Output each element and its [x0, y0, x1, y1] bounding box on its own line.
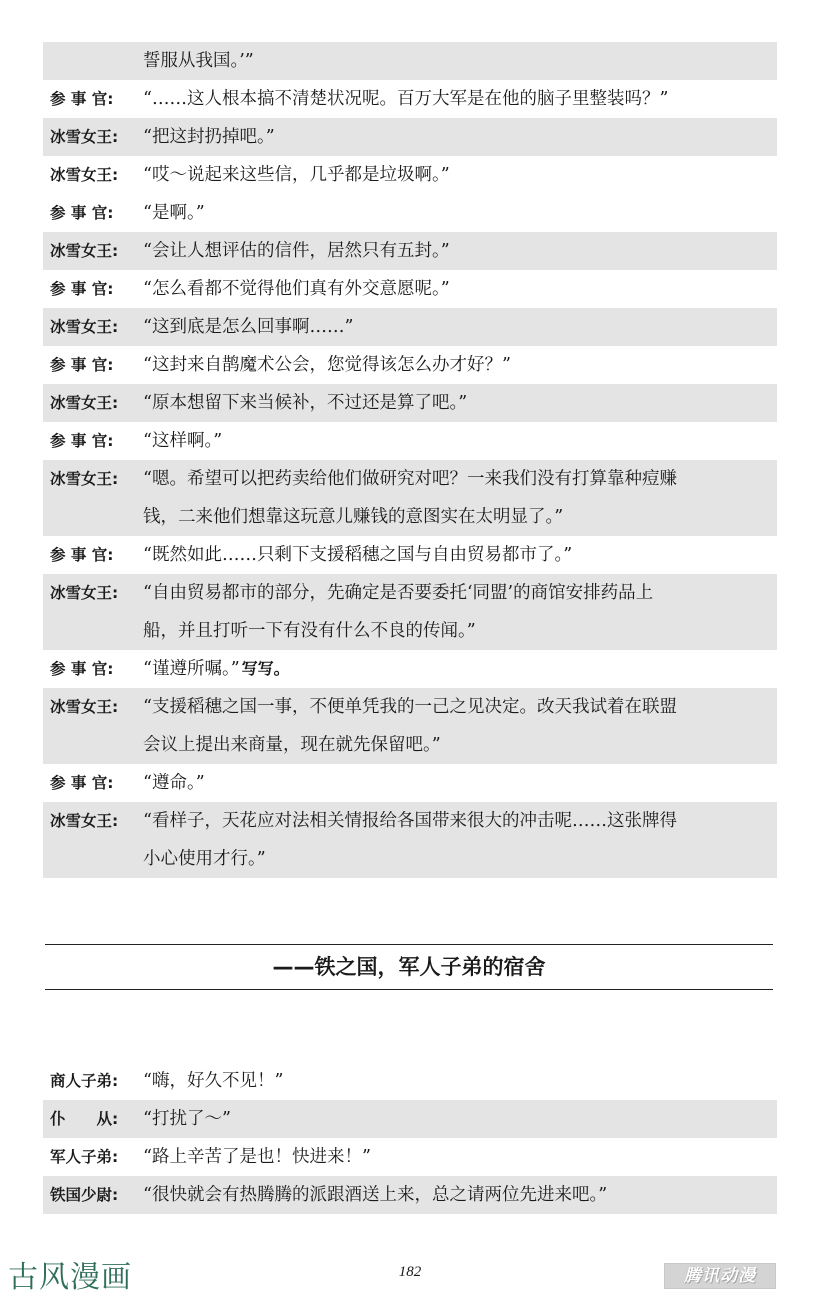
- speaker-label: 参 事 官:: [50, 660, 114, 678]
- speaker-label: 参 事 官:: [50, 546, 114, 564]
- dialogue-line: [43, 346, 777, 384]
- section-title: ——铁之国，军人子弟的宿舍: [272, 955, 546, 979]
- dialogue-text: “把这封扔掉吧。”: [143, 127, 275, 147]
- dialogue-line: [43, 802, 777, 840]
- speaker-label: 仆 从:: [50, 1110, 119, 1128]
- dialogue-text: “哎～说起来这些信，几乎都是垃圾啊。”: [143, 165, 450, 185]
- speaker-label: 参 事 官:: [50, 204, 114, 222]
- dialogue-text: “谨遵所嘱。”: [143, 659, 240, 679]
- speaker-label: 冰雪女王:: [50, 128, 119, 146]
- dialogue-text: “既然如此……只剩下支援稻穗之国与自由贸易都市了。”: [143, 545, 573, 565]
- speaker-label: 参 事 官:: [50, 280, 114, 298]
- dialogue-text: “很快就会有热腾腾的派跟酒送上来，总之请两位先进来吧。”: [143, 1185, 608, 1205]
- dialogue-text: “怎么看都不觉得他们真有外交意愿呢。”: [143, 279, 450, 299]
- dialogue-text: “嗯。希望可以把药卖给他们做研究对吧？一来我们没有打算靠种痘赚: [143, 469, 677, 489]
- speaker-label: 参 事 官:: [50, 432, 114, 450]
- dialogue-line: [43, 1138, 777, 1176]
- speaker-label: 参 事 官:: [50, 356, 114, 374]
- speaker-label: 冰雪女王:: [50, 166, 119, 184]
- speaker-label: 冰雪女王:: [50, 318, 119, 336]
- watermark-logo-left: 古风漫画: [8, 1260, 132, 1295]
- dialogue-line-continuation: [43, 840, 777, 878]
- dialogue-line: [43, 574, 777, 612]
- dialogue-line-continuation: [43, 726, 777, 764]
- speaker-label: 冰雪女王:: [50, 470, 119, 488]
- dialogue-line: [43, 1100, 777, 1138]
- dialogue-line: [43, 80, 777, 118]
- speaker-label: 冰雪女王:: [50, 242, 119, 260]
- dialogue-text: 会议上提出来商量，现在就先保留吧。”: [143, 735, 441, 755]
- dialogue-text: “遵命。”: [143, 773, 205, 793]
- dialogue-text: “支援稻穗之国一事，不便单凭我的一己之见决定。改天我试着在联盟: [143, 697, 677, 717]
- dialogue-line-continuation: [43, 612, 777, 650]
- speaker-label: 商人子弟:: [50, 1072, 119, 1090]
- dialogue-text: “打扰了～”: [143, 1109, 231, 1129]
- watermark-logo-right: 腾讯动漫: [664, 1263, 776, 1289]
- dialogue-text: 小心使用才行。”: [143, 849, 266, 869]
- speaker-label: 冰雪女王:: [50, 584, 119, 602]
- dialogue-text: “会让人想评估的信件，居然只有五封。”: [143, 241, 450, 261]
- dialogue-line: [43, 270, 777, 308]
- speaker-label: 冰雪女王:: [50, 394, 119, 412]
- dialogue-text: “自由贸易都市的部分，先确定是否要委托‘同盟’的商馆安排药品上: [143, 583, 654, 603]
- dialogue-line-continuation: [43, 498, 777, 536]
- speaker-label: 冰雪女王:: [50, 812, 119, 830]
- dialogue-text: “是啊。”: [143, 203, 205, 223]
- dialogue-text: 钱，二来他们想靠这玩意儿赚钱的意图实在太明显了。”: [143, 507, 564, 527]
- speaker-label: 参 事 官:: [50, 90, 114, 108]
- dialogue-line: [43, 194, 777, 232]
- dialogue-text: “这封来自鹊魔术公会，您觉得该怎么办才好？”: [143, 355, 511, 375]
- speaker-label: 参 事 官:: [50, 774, 114, 792]
- sound-effect: 写写。: [241, 659, 290, 678]
- dialogue-text: 誓服从我国。’”: [143, 51, 254, 71]
- dialogue-block-top: [43, 42, 777, 878]
- dialogue-line: [43, 118, 777, 156]
- dialogue-line: [43, 156, 777, 194]
- dialogue-text: “嗨，好久不见！”: [143, 1071, 284, 1091]
- dialogue-line: [43, 1062, 777, 1100]
- dialogue-block-bottom: [43, 1062, 777, 1214]
- dialogue-text: “这样啊。”: [143, 431, 223, 451]
- dialogue-line: [43, 764, 777, 802]
- dialogue-line: [43, 650, 777, 688]
- speaker-label: 铁国少尉:: [50, 1186, 119, 1204]
- dialogue-text: “……这人根本搞不清楚状况呢。百万大军是在他的脑子里整装吗？”: [143, 89, 669, 109]
- dialogue-line: [43, 384, 777, 422]
- dialogue-text: 船，并且打听一下有没有什么不良的传闻。”: [143, 621, 476, 641]
- dialogue-text: “路上辛苦了是也！快进来！”: [143, 1147, 371, 1167]
- dialogue-line: [43, 536, 777, 574]
- section-divider: [45, 944, 773, 990]
- dialogue-text: “这到底是怎么回事啊……”: [143, 317, 354, 337]
- page-number: 182: [398, 1264, 422, 1280]
- dialogue-line: [43, 422, 777, 460]
- dialogue-line: [43, 232, 777, 270]
- speaker-label: 军人子弟:: [50, 1148, 119, 1166]
- speaker-label: 冰雪女王:: [50, 698, 119, 716]
- dialogue-line: [43, 42, 777, 80]
- dialogue-line: [43, 460, 777, 498]
- dialogue-text: “原本想留下来当候补，不过还是算了吧。”: [143, 393, 468, 413]
- dialogue-line: [43, 308, 777, 346]
- dialogue-line: [43, 1176, 777, 1214]
- dialogue-text: “看样子，天花应对法相关情报给各国带来很大的冲击呢……这张牌得: [143, 811, 677, 831]
- dialogue-line: [43, 688, 777, 726]
